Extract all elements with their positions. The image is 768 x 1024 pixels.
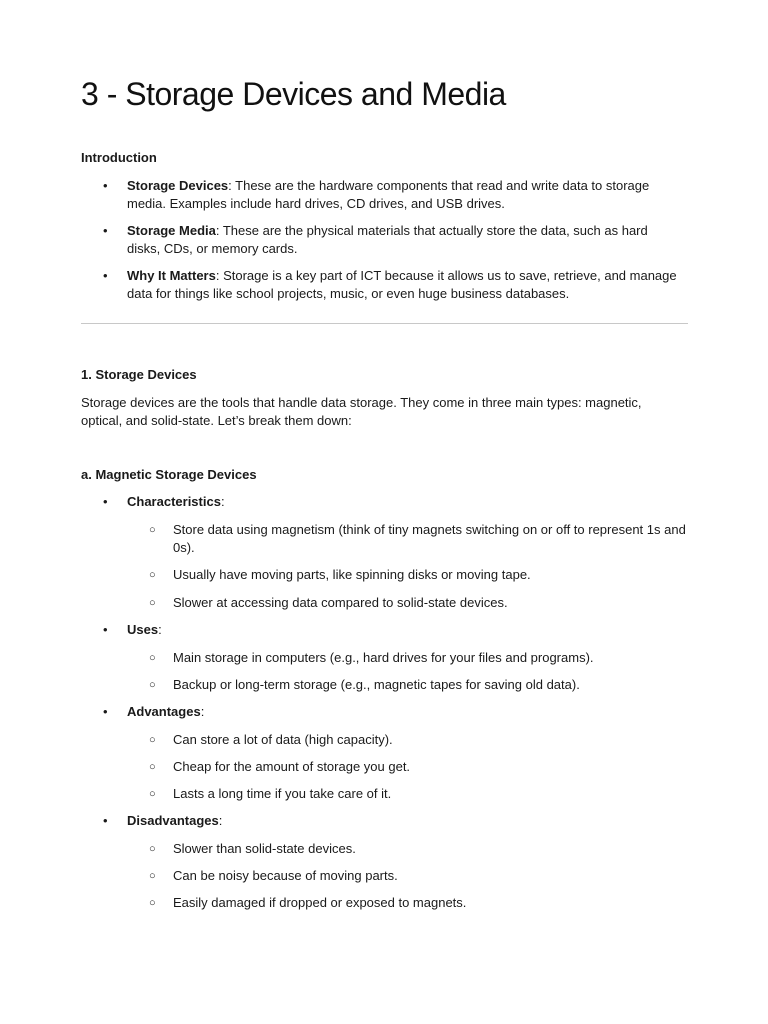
label-colon: :: [200, 704, 205, 719]
circle-bullet-icon: ○: [149, 734, 156, 746]
definition: : These are the hardware components that read and write data to storage media. Examples include hard drives, CD drives, and USB drives.: [127, 178, 650, 211]
sub-list-item: [149, 731, 689, 749]
sub-item-text: Can store a lot of data (high capacity).: [173, 732, 393, 747]
sub-item-text: Usually have moving parts, like spinning disks or moving tape.: [173, 567, 531, 582]
sub-list-item: [149, 521, 689, 557]
bullet-icon: •: [103, 704, 108, 719]
list-item: [103, 621, 683, 639]
page-title: 3 - Storage Devices and Media: [81, 76, 506, 112]
bullet-icon: •: [103, 223, 108, 238]
sub-list-item: [149, 649, 689, 667]
group-label: Uses: [127, 622, 159, 637]
bullet-icon: •: [103, 268, 108, 283]
circle-bullet-icon: ○: [149, 843, 156, 855]
sub-item-text: Slower at accessing data compared to solid-state devices.: [173, 595, 508, 610]
sub-list-item: [149, 867, 689, 885]
sub-item-text: Main storage in computers (e.g., hard drives for your files and programs).: [173, 650, 594, 665]
intro-heading: Introduction: [81, 150, 157, 165]
sub-item-text: Store data using magnetism (think of tiny magnets switching on or off to represent 1s and 0s).: [173, 522, 686, 555]
sub-item-text: Cheap for the amount of storage you get.: [173, 759, 411, 774]
term: Storage Media: [127, 223, 216, 238]
list-item: [103, 222, 683, 258]
term: Storage Devices: [127, 178, 229, 193]
sub-list-item: [149, 758, 689, 776]
list-item: [103, 703, 683, 721]
bullet-icon: •: [103, 178, 108, 193]
label-colon: :: [220, 494, 225, 509]
sub-item-text: Backup or long-term storage (e.g., magnetic tapes for saving old data).: [173, 677, 580, 692]
bullet-icon: •: [103, 494, 108, 509]
group-label: Characteristics: [127, 494, 221, 509]
circle-bullet-icon: ○: [149, 652, 156, 664]
bullet-icon: •: [103, 622, 108, 637]
sub-item-text: Easily damaged if dropped or exposed to magnets.: [173, 895, 467, 910]
list-item: [103, 493, 683, 511]
sub-list-item: [149, 840, 689, 858]
term: Why It Matters: [127, 268, 216, 283]
definition: : Storage is a key part of ICT because it allows us to save, retrieve, and manage data for things like school projects, music, or even huge business databases.: [127, 268, 677, 301]
circle-bullet-icon: ○: [149, 679, 156, 691]
subsection-heading: a. Magnetic Storage Devices: [81, 467, 257, 482]
group-label: Disadvantages: [127, 813, 219, 828]
section-paragraph: Storage devices are the tools that handle data storage. They come in three main types: magnetic, optical, and solid-state. Let’s break them down:: [81, 395, 642, 428]
sub-item-text: Slower than solid-state devices.: [173, 841, 356, 856]
sub-list-item: [149, 676, 689, 694]
group-label: Advantages: [127, 704, 201, 719]
circle-bullet-icon: ○: [149, 597, 156, 609]
circle-bullet-icon: ○: [149, 524, 156, 536]
list-item: [103, 177, 683, 213]
label-colon: :: [218, 813, 223, 828]
horizontal-divider: [81, 323, 688, 324]
label-colon: :: [158, 622, 162, 637]
circle-bullet-icon: ○: [149, 788, 156, 800]
definition: : These are the physical materials that actually store the data, such as hard disks, CDs, or memory cards.: [127, 223, 648, 256]
sub-list-item: [149, 894, 689, 912]
circle-bullet-icon: ○: [149, 569, 156, 581]
sub-item-text: Lasts a long time if you take care of it.: [173, 786, 392, 801]
list-item: [103, 812, 683, 830]
list-item: [103, 267, 683, 303]
circle-bullet-icon: ○: [149, 761, 156, 773]
circle-bullet-icon: ○: [149, 897, 156, 909]
sub-item-text: Can be noisy because of moving parts.: [173, 868, 398, 883]
bullet-icon: •: [103, 813, 108, 828]
circle-bullet-icon: ○: [149, 870, 156, 882]
sub-list-item: [149, 566, 689, 584]
section-heading: 1. Storage Devices: [81, 367, 197, 382]
sub-list-item: [149, 594, 689, 612]
sub-list-item: [149, 785, 689, 803]
